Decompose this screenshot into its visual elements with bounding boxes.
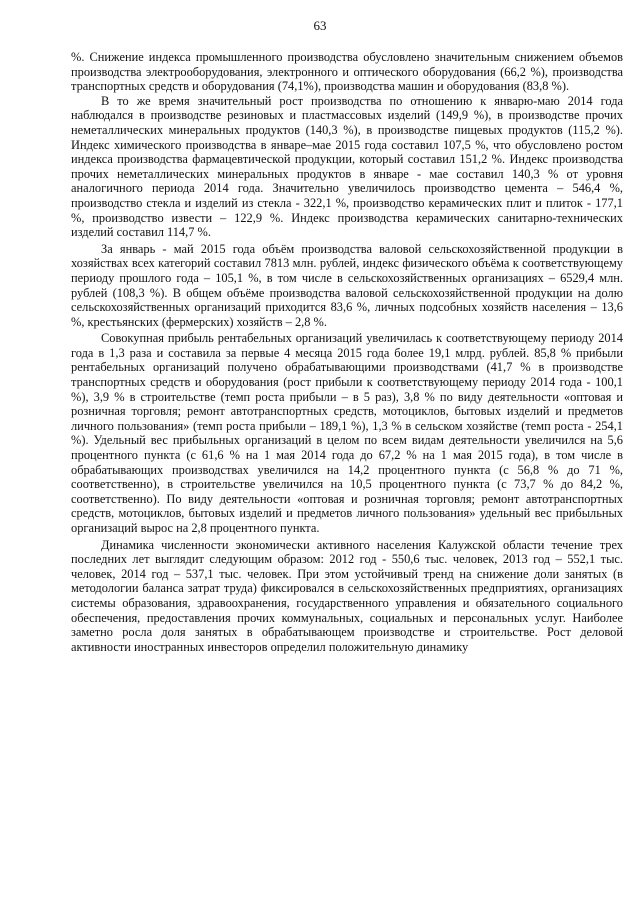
paragraph-agriculture: За январь - май 2015 года объём производства валовой сельскохозяйственной продукции в хозяйствах всех категорий составил 7813 млн. рублей, индекс физического объёма к соответствующему периоду прошлого года – 105,1 %, в том числе в сельскохозяйственных организациях – 6529,4 млн. рублей (108,3 %). В общем объёме производства валовой сельскохозяйственной продукции на долю сельскохозяйственных организаций приходится 83,6 %, личных подсобных хозяйств населения – 13,6 %, крестьянских (фермерских) хозяйств – 2,8 %. bbox=[71, 241, 623, 329]
body-text bbox=[71, 50, 623, 654]
paragraph-industry-decline: %. Снижение индекса промышленного производства обусловлено значительным снижением объемов производства электрооборудования, электронного и оптического оборудования (66,2 %), производства транспортных средств и оборудования (74,1%), производства машин и оборудования (83,8 %). bbox=[71, 50, 623, 94]
paragraph-profit: Совокупная прибыль рентабельных организаций увеличилась к соответствующему периоду 2014 года в 1,3 раза и составила за первые 4 месяца 2015 года более 19,1 млрд. рублей. 85,8 % прибыли рентабельных организаций получено обрабатывающими производствами (41,7 % в производстве транспортных средств и оборудования (рост прибыли к соответствующему периоду 2014 года - 100,1 %), 3,9 % в строительстве (темп роста прибыли – в 5 раз), 3,8 % по виду деятельности «оптовая и розничная торговля; ремонт автотранспортных средств, мотоциклов, бытовых изделий и предметов личного пользования» (темп роста прибыли – 189,1 %), 1,3 % в сельском хозяйстве (темп роста - 254,1 %). Удельный вес прибыльных организаций в целом по всем видам деятельности увеличился на 5,6 процентного пункта (с 61,6 % на 1 мая 2014 года до 67,2 % на 1 мая 2015 года), в том числе в обрабатывающих производствах увеличился на 14,2 процентного пункта (с 56,8 % до 71 %, соответственно), в строительстве увеличился на 10,5 процентного пункта (с 73,7 % до 84,2 %, соответственно). По виду деятельности «оптовая и розничная торговля; ремонт автотранспортных средств, мотоциклов, бытовых изделий и предметов личного пользования» удельный вес прибыльных организаций вырос на 2,8 процентного пункта. bbox=[71, 331, 623, 535]
paragraph-production-growth: В то же время значительный рост производства по отношению к январю-маю 2014 года наблюдался в производстве резиновых и пластмассовых изделий (149,9 %), в производстве прочих неметаллических минеральных продуктов (140,3 %), в производстве пищевых продуктов (115,2 %). Индекс химического производства в январе–мае 2015 года составил 107,5 %, что обусловлено ростом индекса производства фармацевтической продукции, который составил 151,2 %. Индекс производства прочих неметаллических минеральных продуктов в январе - мае составил 140,3 % от уровня аналогичного периода 2014 года. Значительно увеличилось производство цемента – 546,4 %, производство стекла и изделий из стекла - 322,1 %, производство керамических плит и плиток - 177,1 %, производство извести – 122,9 %. Индекс производства керамических санитарно-технических изделий составил 114,7 %. bbox=[71, 93, 623, 240]
page-number: 63 bbox=[313, 18, 327, 33]
paragraph-employment: Динамика численности экономически активного населения Калужской области течение трех последних лет выглядит следующим образом: 2012 год - 550,6 тыс. человек, 2013 год – 552,1 тыс. человек, 2014 год – 537,1 тыс. человек. При этом устойчивый тренд на снижение доли занятых (в методологии баланса затрат труда) фиксировался в сельскохозяйственных предприятиях, организациях системы образования, здравоохранения, государственного управления и обязательного социального обеспечения, предоставления прочих коммунальных, социальных и персональных услуг. Наиболее заметно росла доля занятых в обрабатывающем производстве и строительстве. Рост деловой активности иностранных инвесторов определил положительную динамику bbox=[71, 537, 623, 654]
